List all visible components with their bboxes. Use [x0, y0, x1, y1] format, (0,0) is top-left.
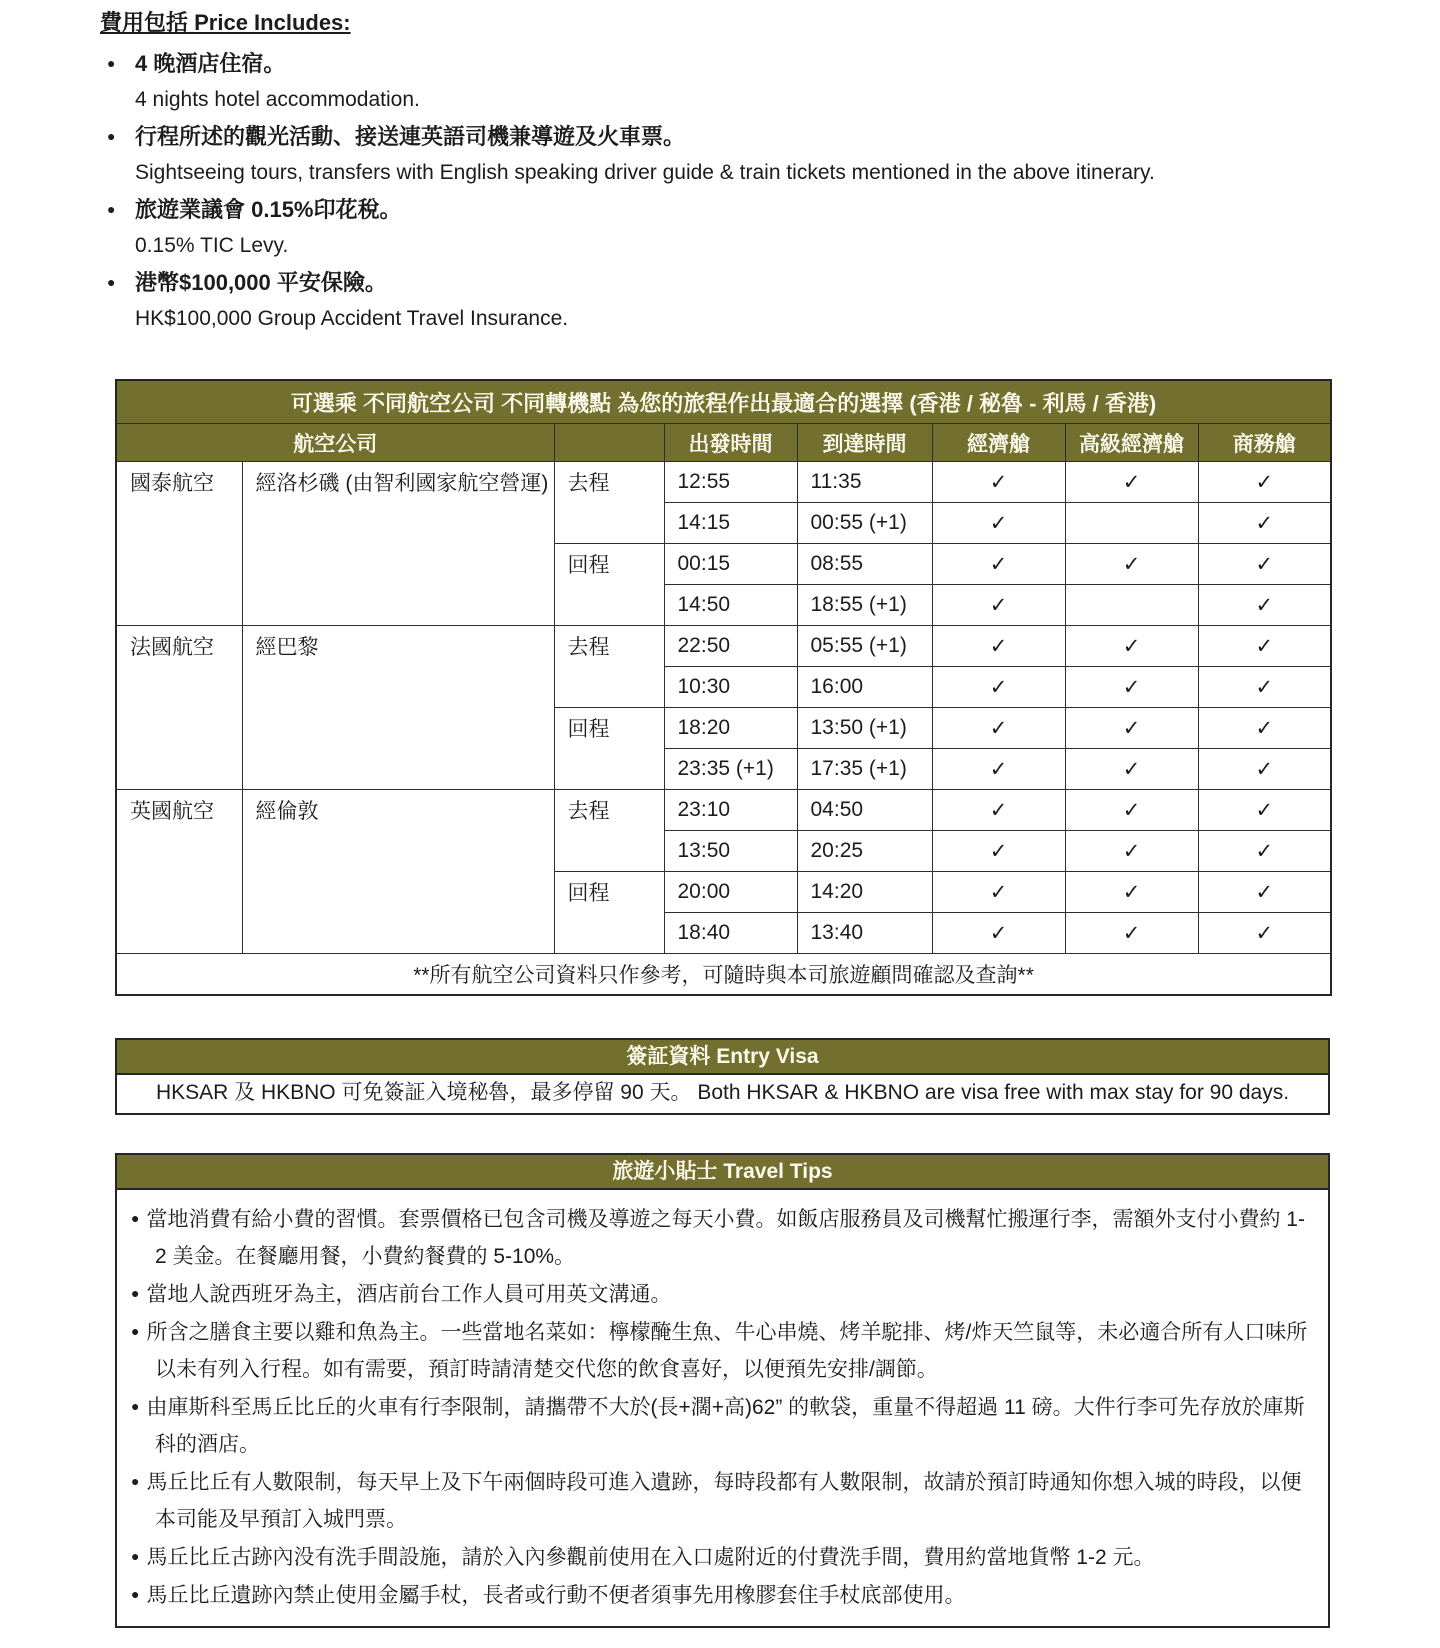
business-check-cell: ✓ [1198, 626, 1331, 667]
premium-economy-check-cell: ✓ [1065, 544, 1198, 585]
tip-text: 馬丘比丘遺跡內禁止使用金屬手杖，長者或行動不便者須事先用橡膠套住手杖底部使用。 [146, 1584, 966, 1607]
arrival-time-cell: 00:55 (+1) [797, 503, 932, 544]
bullet-icon: ● [131, 1398, 140, 1414]
list-item [100, 45, 1330, 118]
list-item [131, 1200, 1312, 1275]
departure-time-cell: 23:10 [664, 790, 797, 831]
price-item-en: 0.15% TIC Levy. [135, 234, 289, 257]
airline-block [116, 790, 1331, 954]
departure-time-cell: 23:35 (+1) [664, 749, 797, 790]
column-header-airline: 航空公司 [116, 424, 554, 462]
price-item-en: 4 nights hotel accommodation. [135, 88, 420, 111]
list-item [100, 191, 1330, 264]
column-header-economy: 經濟艙 [932, 424, 1065, 462]
column-header-business: 商務艙 [1198, 424, 1331, 462]
table-footnote-block [116, 954, 1331, 996]
travel-tips-list [117, 1190, 1328, 1626]
arrival-time-cell: 16:00 [797, 667, 932, 708]
premium-economy-check-cell [1065, 503, 1198, 544]
business-check-cell: ✓ [1198, 872, 1331, 913]
airline-block [116, 462, 1331, 626]
business-check-cell: ✓ [1198, 667, 1331, 708]
departure-time-cell: 10:30 [664, 667, 797, 708]
economy-check-cell: ✓ [932, 913, 1065, 954]
economy-check-cell: ✓ [932, 790, 1065, 831]
departure-time-cell: 18:20 [664, 708, 797, 749]
business-check-cell: ✓ [1198, 462, 1331, 503]
departure-time-cell: 18:40 [664, 913, 797, 954]
arrival-time-cell: 20:25 [797, 831, 932, 872]
economy-check-cell: ✓ [932, 667, 1065, 708]
economy-check-cell: ✓ [932, 462, 1065, 503]
economy-check-cell: ✓ [932, 831, 1065, 872]
bullet-icon: ● [107, 55, 116, 71]
arrival-time-cell: 04:50 [797, 790, 932, 831]
arrival-time-cell: 14:20 [797, 872, 932, 913]
route-cell: 經洛杉磯 (由智利國家航空營運) [242, 462, 554, 626]
price-item-zh: 旅遊業議會 0.15%印花稅。 [135, 197, 402, 222]
premium-economy-check-cell: ✓ [1065, 626, 1198, 667]
table-row [116, 462, 1331, 503]
tip-text: 由庫斯科至馬丘比丘的火車有行李限制，請攜帶不大於(長+濶+高)62” 的軟袋，重量不得超過 11 磅。大件行李可先存放於庫斯科的酒店。 [146, 1396, 1305, 1456]
direction-cell: 去程 [554, 626, 664, 708]
entry-visa-heading: 簽証資料 Entry Visa [117, 1040, 1328, 1075]
list-item [131, 1576, 1312, 1614]
airline-block [116, 626, 1331, 790]
price-includes-list [100, 45, 1330, 337]
route-cell: 經巴黎 [242, 626, 554, 790]
premium-economy-check-cell: ✓ [1065, 708, 1198, 749]
arrival-time-cell: 11:35 [797, 462, 932, 503]
airline-name-cell: 英國航空 [116, 790, 242, 954]
bullet-icon: ● [131, 1586, 140, 1602]
table-header-row [116, 424, 1331, 462]
price-item-zh: 行程所述的觀光活動、接送連英語司機兼導遊及火車票。 [135, 124, 686, 149]
business-check-cell: ✓ [1198, 790, 1331, 831]
business-check-cell: ✓ [1198, 708, 1331, 749]
departure-time-cell: 00:15 [664, 544, 797, 585]
premium-economy-check-cell: ✓ [1065, 831, 1198, 872]
list-item [131, 1538, 1312, 1576]
bullet-icon: ● [131, 1285, 140, 1301]
list-item [100, 264, 1330, 337]
list-item [100, 118, 1330, 191]
departure-time-cell: 12:55 [664, 462, 797, 503]
arrival-time-cell: 13:50 (+1) [797, 708, 932, 749]
bullet-icon: ● [131, 1473, 140, 1489]
direction-cell: 回程 [554, 708, 664, 790]
entry-visa-section [115, 1038, 1330, 1115]
list-item [131, 1388, 1312, 1463]
business-check-cell: ✓ [1198, 544, 1331, 585]
table-title-row [116, 380, 1331, 424]
premium-economy-check-cell: ✓ [1065, 667, 1198, 708]
direction-cell: 回程 [554, 544, 664, 626]
bullet-icon: ● [107, 128, 116, 144]
business-check-cell: ✓ [1198, 585, 1331, 626]
bullet-icon: ● [107, 201, 116, 217]
arrival-time-cell: 17:35 (+1) [797, 749, 932, 790]
bullet-icon: ● [131, 1210, 140, 1226]
economy-check-cell: ✓ [932, 749, 1065, 790]
table-row [116, 626, 1331, 667]
economy-check-cell: ✓ [932, 585, 1065, 626]
column-header-departure: 出發時間 [664, 424, 797, 462]
table-footnote: **所有航空公司資料只作參考，可隨時與本司旅遊顧問確認及查詢** [116, 954, 1331, 996]
price-includes-heading: 費用包括 Price Includes: [100, 10, 351, 35]
economy-check-cell: ✓ [932, 544, 1065, 585]
column-header-premium-economy: 高級經濟艙 [1065, 424, 1198, 462]
table-row [116, 790, 1331, 831]
bullet-icon: ● [131, 1548, 140, 1564]
bullet-icon: ● [107, 274, 116, 290]
price-includes-section [100, 6, 1330, 337]
flight-options-table [115, 379, 1332, 996]
departure-time-cell: 14:15 [664, 503, 797, 544]
price-item-zh: 4 晚酒店住宿。 [135, 51, 286, 76]
entry-visa-content: HKSAR 及 HKBNO 可免簽証入境秘魯，最多停留 90 天。 Both HKSAR & HKBNO are visa free with max stay for 90 days. [155, 1081, 1290, 1104]
arrival-time-cell: 08:55 [797, 544, 932, 585]
price-item-en: Sightseeing tours, transfers with English speaking driver guide & train tickets mentioned in the above itinerary. [135, 161, 1155, 184]
airline-name-cell: 法國航空 [116, 626, 242, 790]
tip-text: 所含之膳食主要以雞和魚為主。一些當地名菜如：檸檬醃生魚、牛心串燒、烤羊駝排、烤/炸天竺鼠等，未必適合所有人口味所以未有列入行程。如有需要，預訂時請清楚交代您的飲食喜好，以便預先安排/調節。 [146, 1321, 1308, 1381]
departure-time-cell: 13:50 [664, 831, 797, 872]
departure-time-cell: 14:50 [664, 585, 797, 626]
arrival-time-cell: 05:55 (+1) [797, 626, 932, 667]
list-item [131, 1463, 1312, 1538]
premium-economy-check-cell: ✓ [1065, 913, 1198, 954]
travel-tips-section [115, 1153, 1330, 1628]
route-cell: 經倫敦 [242, 790, 554, 954]
departure-time-cell: 22:50 [664, 626, 797, 667]
direction-cell: 去程 [554, 790, 664, 872]
travel-tips-heading: 旅遊小貼士 Travel Tips [117, 1155, 1328, 1190]
business-check-cell: ✓ [1198, 749, 1331, 790]
premium-economy-check-cell: ✓ [1065, 790, 1198, 831]
direction-cell: 回程 [554, 872, 664, 954]
premium-economy-check-cell [1065, 585, 1198, 626]
price-item-en: HK$100,000 Group Accident Travel Insurance. [135, 307, 569, 330]
tip-text: 當地人說西班牙為主，酒店前台工作人員可用英文溝通。 [146, 1283, 672, 1306]
column-header-blank [554, 424, 664, 462]
table-title: 可選乘 不同航空公司 不同轉機點 為您的旅程作出最適合的選擇 (香港 / 秘魯 - 利馬 / 香港) [116, 380, 1331, 424]
economy-check-cell: ✓ [932, 503, 1065, 544]
economy-check-cell: ✓ [932, 626, 1065, 667]
list-item [131, 1313, 1312, 1388]
direction-cell: 去程 [554, 462, 664, 544]
arrival-time-cell: 18:55 (+1) [797, 585, 932, 626]
premium-economy-check-cell: ✓ [1065, 462, 1198, 503]
business-check-cell: ✓ [1198, 503, 1331, 544]
tip-text: 馬丘比丘古跡內没有洗手間設施，請於入內參觀前使用在入口處附近的付費洗手間，費用約當地貨幣 1-2 元。 [146, 1546, 1155, 1569]
business-check-cell: ✓ [1198, 913, 1331, 954]
airline-name-cell: 國泰航空 [116, 462, 242, 626]
economy-check-cell: ✓ [932, 872, 1065, 913]
premium-economy-check-cell: ✓ [1065, 872, 1198, 913]
column-header-arrival: 到達時間 [797, 424, 932, 462]
premium-economy-check-cell: ✓ [1065, 749, 1198, 790]
economy-check-cell: ✓ [932, 708, 1065, 749]
arrival-time-cell: 13:40 [797, 913, 932, 954]
departure-time-cell: 20:00 [664, 872, 797, 913]
list-item [131, 1275, 1312, 1313]
tip-text: 當地消費有給小費的習慣。套票價格已包含司機及導遊之每天小費。如飯店服務員及司機幫忙搬運行李，需額外支付小費約 1-2 美金。在餐廳用餐，小費約餐費的 5-10%。 [146, 1208, 1305, 1268]
table-footnote-row [116, 954, 1331, 996]
business-check-cell: ✓ [1198, 831, 1331, 872]
price-item-zh: 港幣$100,000 平安保險。 [135, 270, 387, 295]
bullet-icon: ● [131, 1323, 140, 1339]
tip-text: 馬丘比丘有人數限制，每天早上及下午兩個時段可進入遺跡，每時段都有人數限制，故請於預訂時通知你想入城的時段，以便本司能及早預訂入城門票。 [146, 1471, 1302, 1531]
